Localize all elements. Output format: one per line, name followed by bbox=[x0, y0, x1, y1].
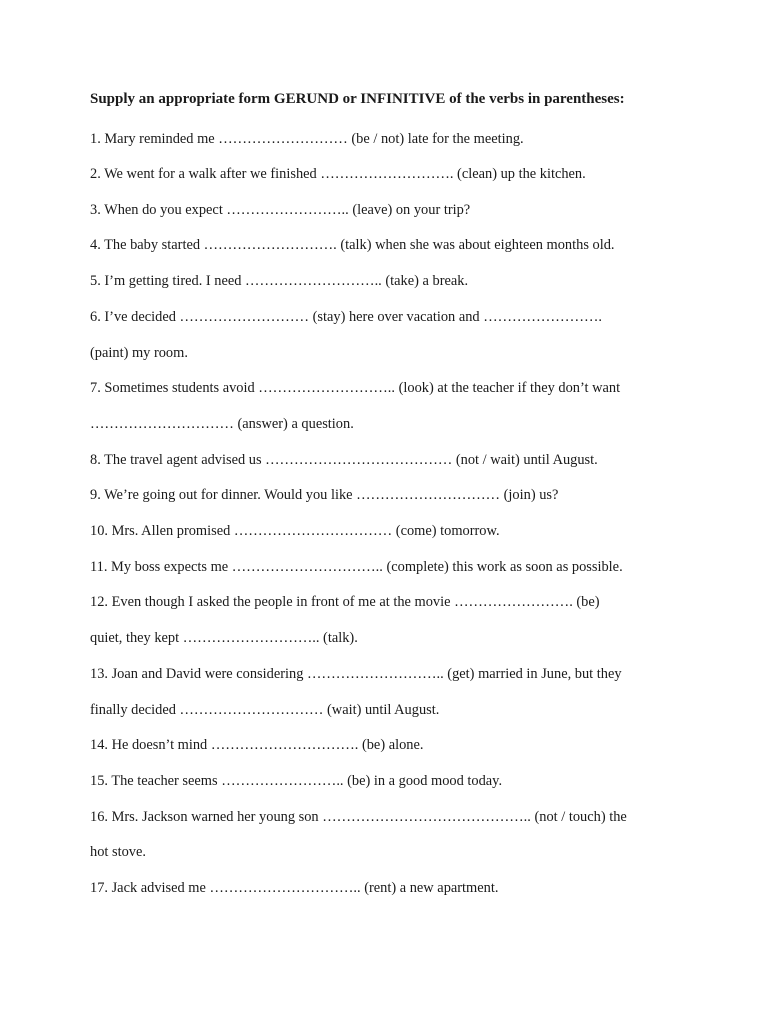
exercise-line-10: 10. Mrs. Allen promised …………………………… (come) tomorrow. bbox=[90, 523, 500, 539]
exercise-line-7-cont: ………………………… (answer) a question. bbox=[90, 416, 354, 432]
exercise-line-9: 9. We’re going out for dinner. Would you like ………………………… (join) us? bbox=[90, 487, 559, 503]
exercise-line-14: 14. He doesn’t mind …………………………. (be) alone. bbox=[90, 737, 424, 753]
exercise-line-7: 7. Sometimes students avoid ……………………….. (look) at the teacher if they don’t want bbox=[90, 380, 621, 396]
exercise-line-16-cont: hot stove. bbox=[90, 844, 146, 860]
worksheet-title: Supply an appropriate form GERUND or INFINITIVE of the verbs in parentheses: bbox=[90, 91, 625, 107]
exercise-line-1: 1. Mary reminded me ……………………… (be / not) late for the meeting. bbox=[90, 131, 524, 147]
exercise-line-12: 12. Even though I asked the people in front of me at the movie ……………………. (be) bbox=[90, 594, 600, 610]
exercise-line-8: 8. The travel agent advised us ………………………………… (not / wait) until August. bbox=[90, 452, 598, 468]
exercise-line-4: 4. The baby started ………………………. (talk) when she was about eighteen months old. bbox=[90, 237, 615, 253]
exercise-line-5: 5. I’m getting tired. I need ……………………….. (take) a break. bbox=[90, 273, 469, 289]
exercise-line-12-cont: quiet, they kept ……………………….. (talk). bbox=[90, 630, 358, 646]
exercise-line-6: 6. I’ve decided ……………………… (stay) here over vacation and ……………………. bbox=[90, 309, 602, 325]
exercise-line-17: 17. Jack advised me ………………………….. (rent) a new apartment. bbox=[90, 880, 499, 896]
exercise-line-2: 2. We went for a walk after we finished ………………………. (clean) up the kitchen. bbox=[90, 166, 586, 182]
exercise-line-15: 15. The teacher seems …………………….. (be) in a good mood today. bbox=[90, 773, 503, 789]
exercise-line-6-cont: (paint) my room. bbox=[90, 345, 188, 361]
exercise-line-13-cont: finally decided ………………………… (wait) until August. bbox=[90, 702, 440, 718]
exercise-line-3: 3. When do you expect …………………….. (leave) on your trip? bbox=[90, 202, 471, 218]
exercise-line-13: 13. Joan and David were considering ……………………….. (get) married in June, but they bbox=[90, 666, 622, 682]
exercise-line-11: 11. My boss expects me ………………………….. (complete) this work as soon as possible. bbox=[90, 559, 623, 575]
exercise-line-16: 16. Mrs. Jackson warned her young son …………………………………….. (not / touch) the bbox=[90, 809, 627, 825]
